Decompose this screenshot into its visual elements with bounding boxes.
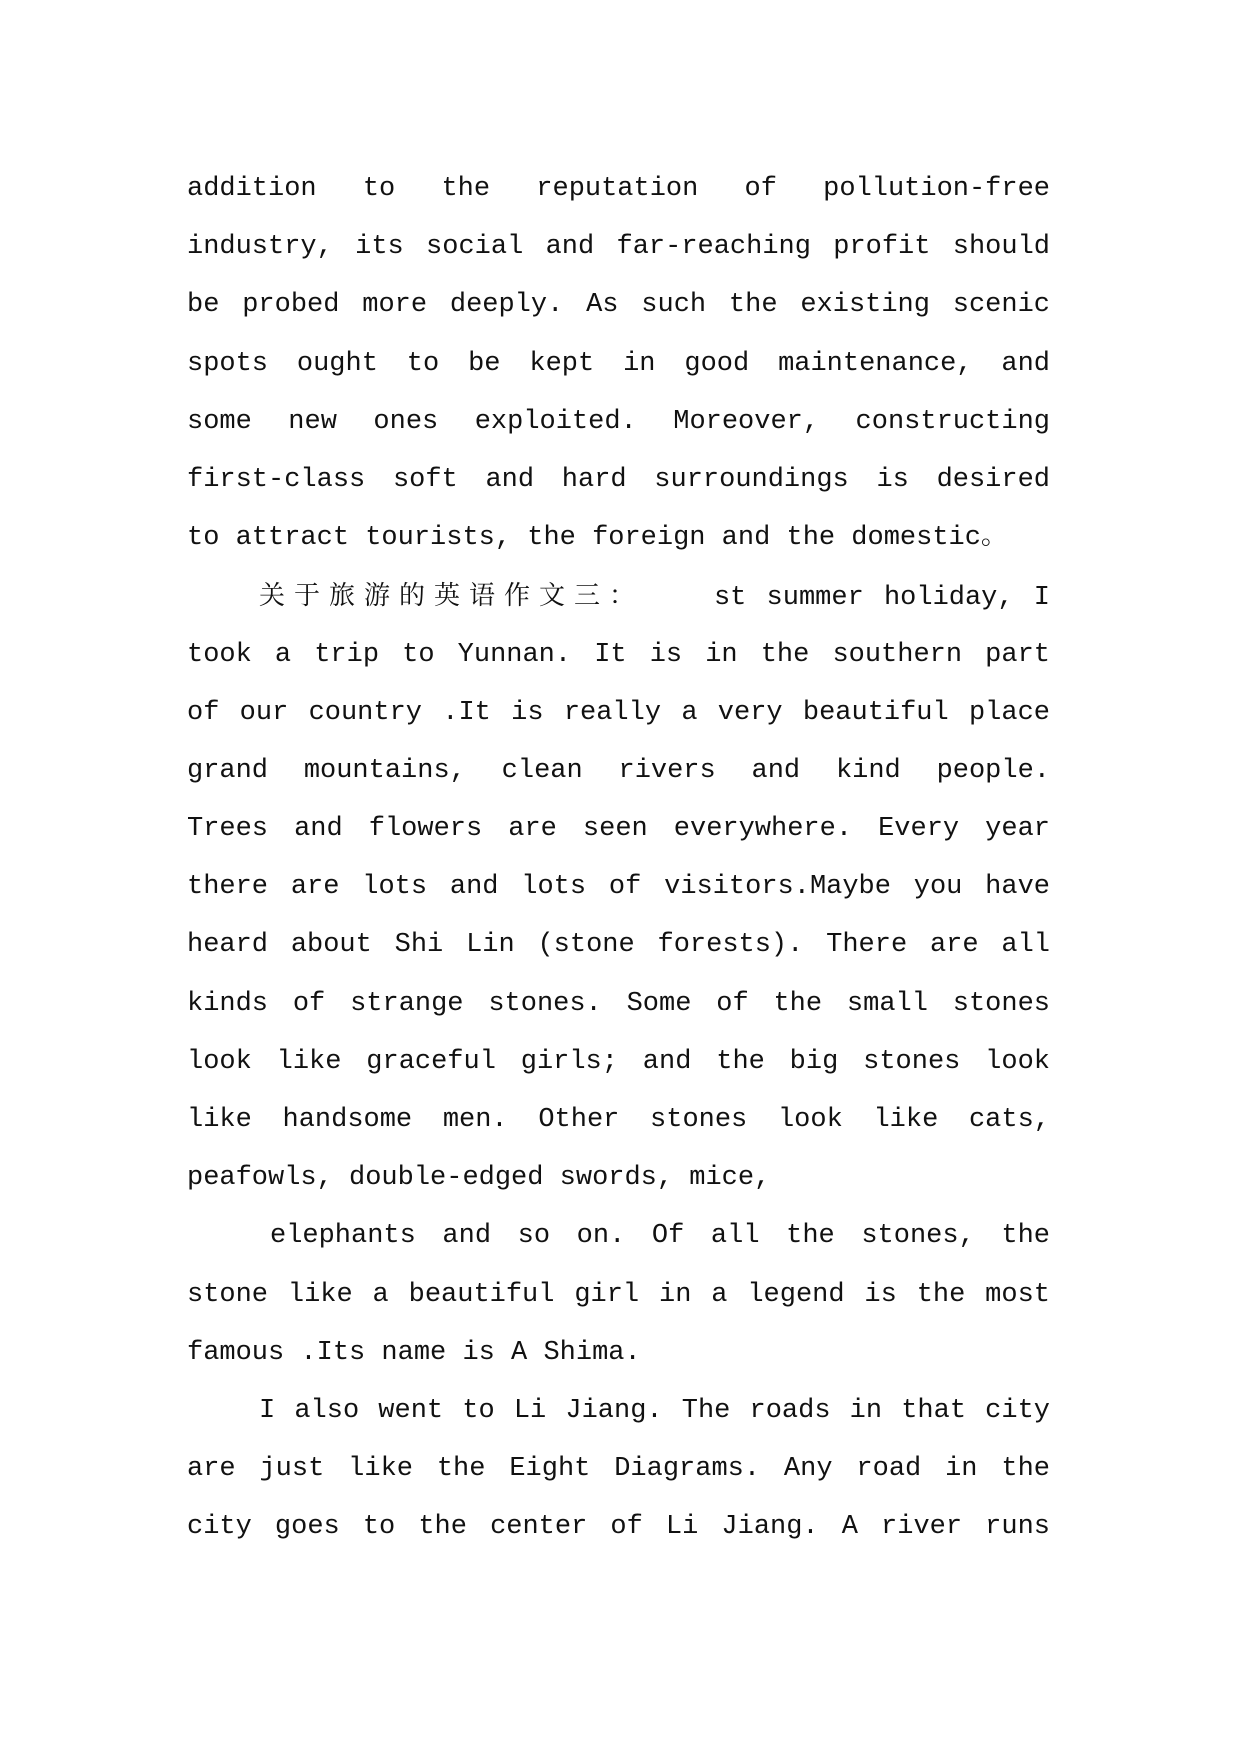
text-line: look like graceful girls; and the big stones look — [187, 1046, 1050, 1077]
paragraph-li-jiang — [187, 1382, 1050, 1557]
text-line: are just like the Eight Diagrams. Any road in the — [187, 1454, 1050, 1485]
text-line: be probed more deeply. As such the existing scenic — [187, 290, 1050, 321]
text-line: like handsome men. Other stones look like cats, — [187, 1105, 1050, 1135]
text-line-with-heading — [187, 567, 1050, 625]
text-line: famous .Its name is A Shima. — [187, 1337, 641, 1368]
text-line: Trees and flowers are seen everywhere. Every year — [187, 814, 1050, 845]
text-line: took a trip to Yunnan. It is in the southern part — [187, 639, 1050, 670]
text-line: elephants and so on. Of all the stones, the — [270, 1221, 1050, 1252]
paragraph-stones — [187, 1207, 1050, 1382]
text-line: kinds of strange stones. Some of the small stones — [187, 988, 1050, 1019]
paragraph-yunnan-trip — [187, 567, 1050, 1207]
text-line: there are lots and lots of visitors.Maybe you have — [187, 872, 1050, 903]
text-line: addition to the reputation of pollution-free — [187, 174, 1050, 204]
text-line: city goes to the center of Li Jiang. A river runs — [187, 1512, 1050, 1543]
text-line: to attract tourists, the foreign and the domestic。 — [187, 523, 1008, 554]
text-line: grand mountains, clean rivers and kind people. — [187, 755, 1050, 786]
text-line-rest: st summer holiday, I — [713, 583, 1050, 614]
essay-heading: 关于旅游的英语作文三： — [259, 581, 644, 612]
text-line: I also went to Li Jiang. The roads in that city — [259, 1395, 1050, 1426]
document-page — [187, 160, 1050, 1557]
text-line: peafowls, double-edged swords, mice, — [187, 1163, 771, 1194]
text-line: first-class soft and hard surroundings is desired — [187, 464, 1050, 495]
text-line: stone like a beautiful girl in a legend is the most — [187, 1279, 1050, 1310]
text-line: industry, its social and far-reaching profit should — [187, 232, 1050, 263]
text-line: some new ones exploited. Moreover, constructing — [187, 406, 1050, 437]
paragraph-pollution-free-industry — [187, 160, 1050, 567]
text-line: heard about Shi Lin (stone forests). There are all — [187, 930, 1050, 961]
text-line: of our country .It is really a very beautiful place — [187, 697, 1050, 728]
text-line: spots ought to be kept in good maintenance, and — [187, 348, 1050, 379]
